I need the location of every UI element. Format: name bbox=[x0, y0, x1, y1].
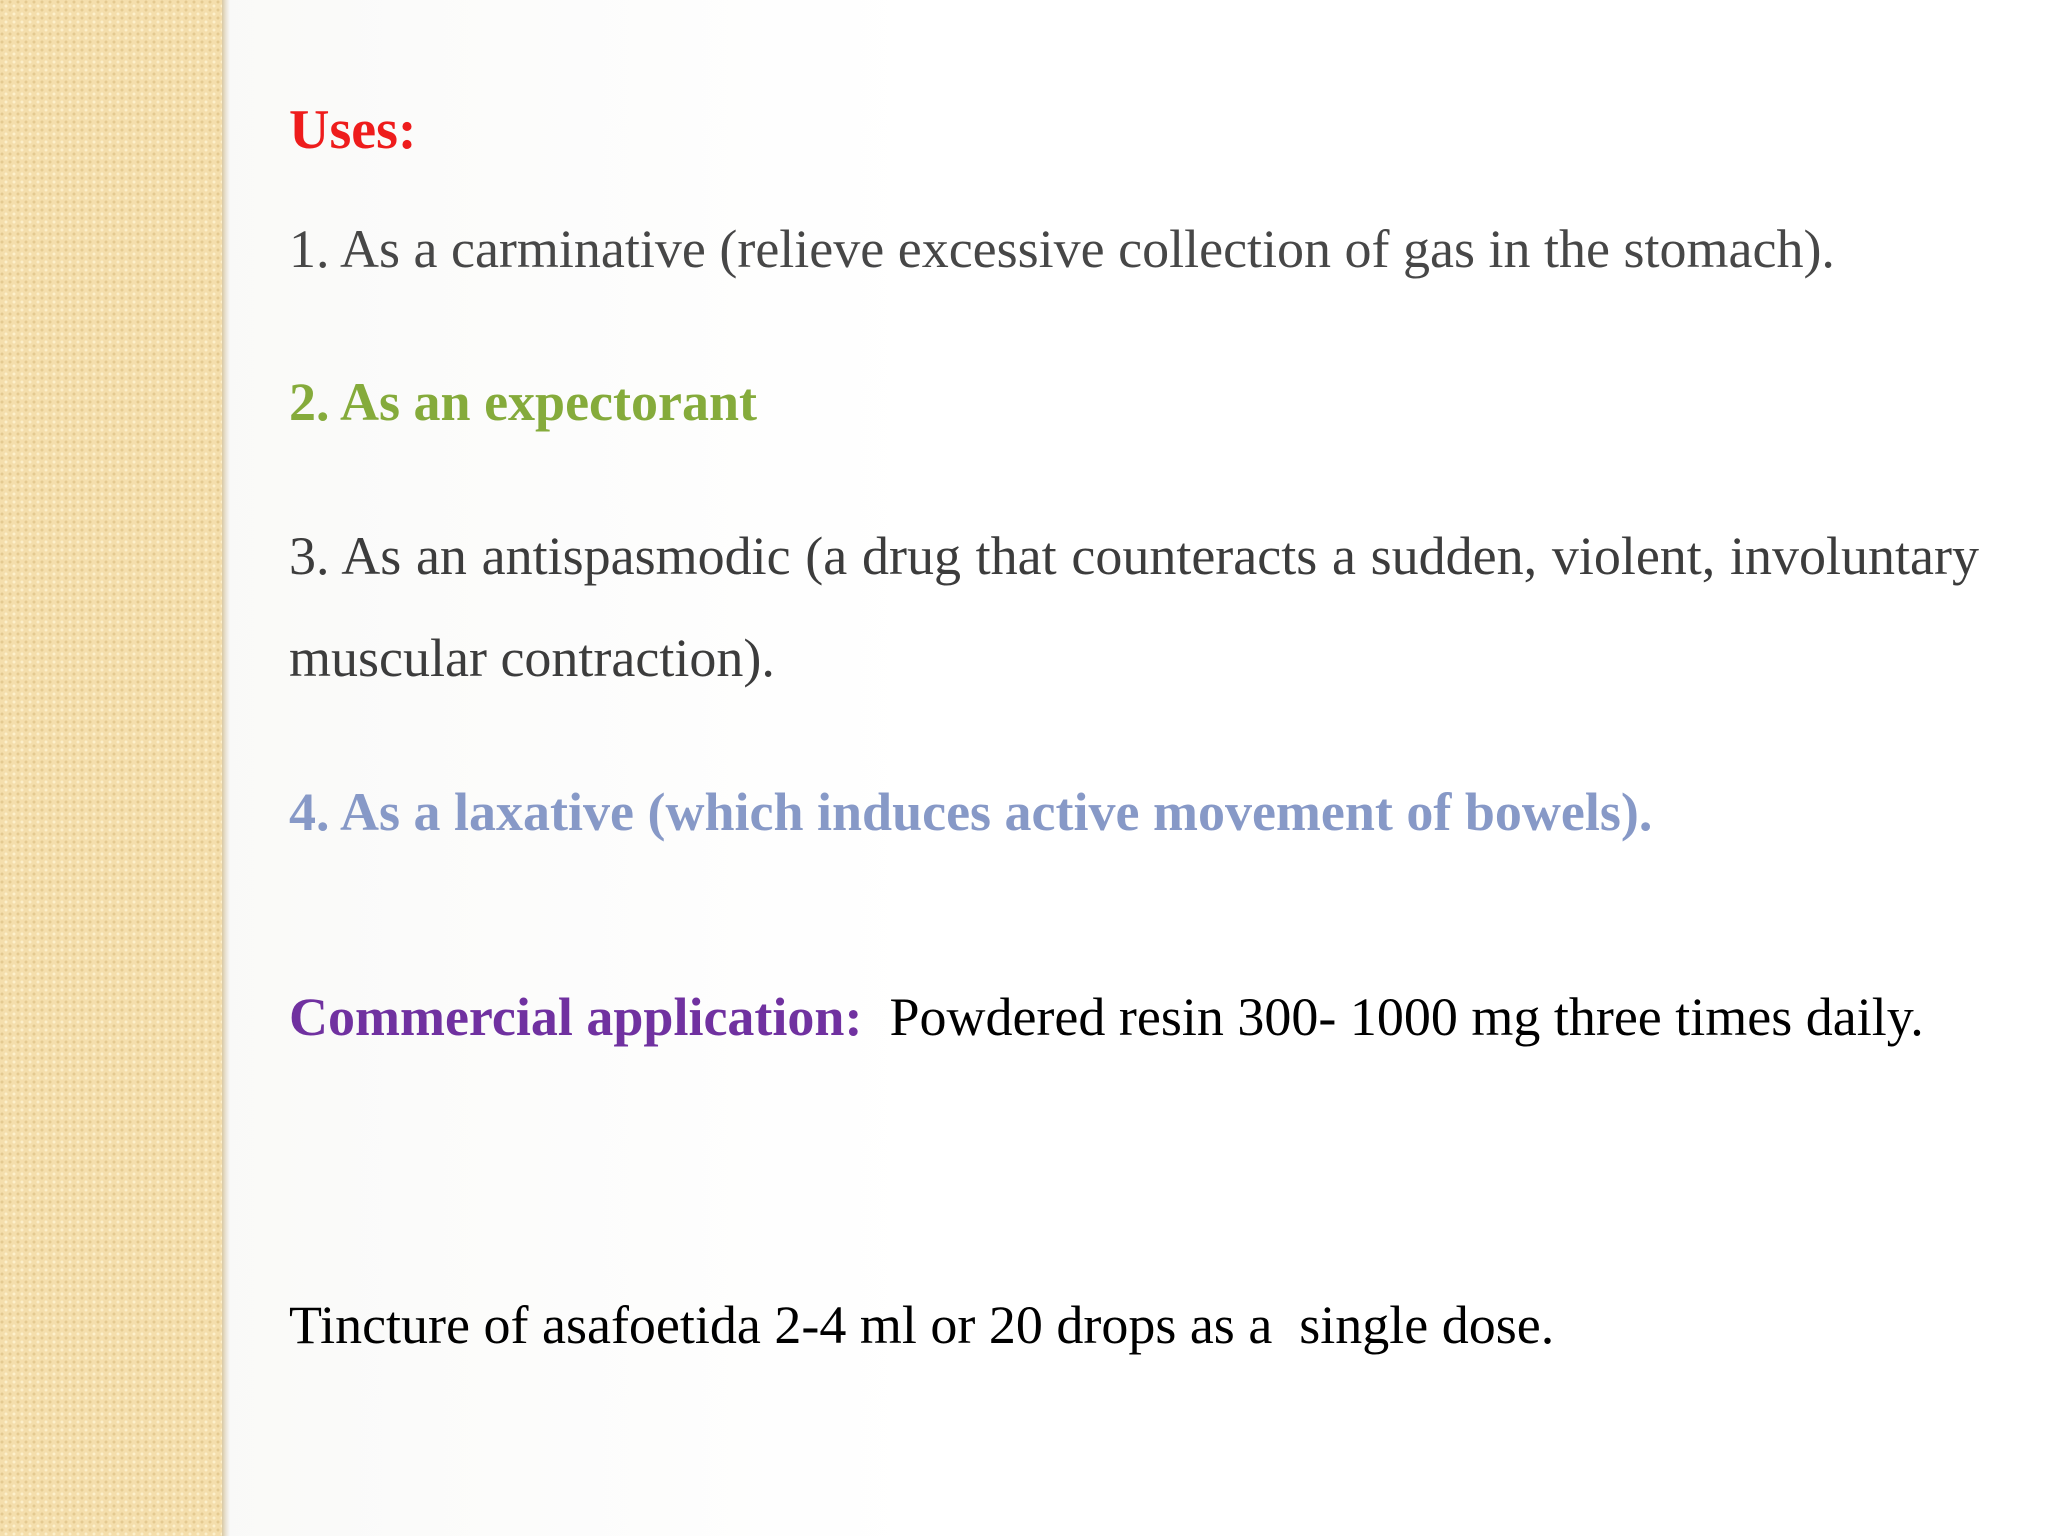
commercial-application-label: Commercial application: bbox=[289, 987, 863, 1047]
use-item-antispasmodic: 3. As an antispasmodic (a drug that counteracts a sudden, violent, involuntary muscular contraction). bbox=[289, 526, 1979, 688]
use-item-carminative: 1. As a carminative (relieve excessive collection of gas in the stomach). bbox=[289, 219, 1835, 279]
use-item-expectorant: 2. As an expectorant bbox=[289, 372, 757, 432]
slide-content bbox=[289, 0, 1979, 1536]
use-item-laxative: 4. As a laxative (which induces active movement of bowels). bbox=[289, 782, 1653, 842]
tincture-dose: Tincture of asafoetida 2-4 ml or 20 drops as a single dose. bbox=[289, 1295, 1555, 1355]
commercial-application bbox=[289, 966, 1979, 1068]
side-band-edge bbox=[222, 0, 230, 1536]
decorative-side-band bbox=[0, 0, 226, 1536]
uses-heading: Uses: bbox=[289, 99, 417, 161]
commercial-application-text: Powdered resin 300- 1000 mg three times daily. bbox=[889, 987, 1924, 1047]
